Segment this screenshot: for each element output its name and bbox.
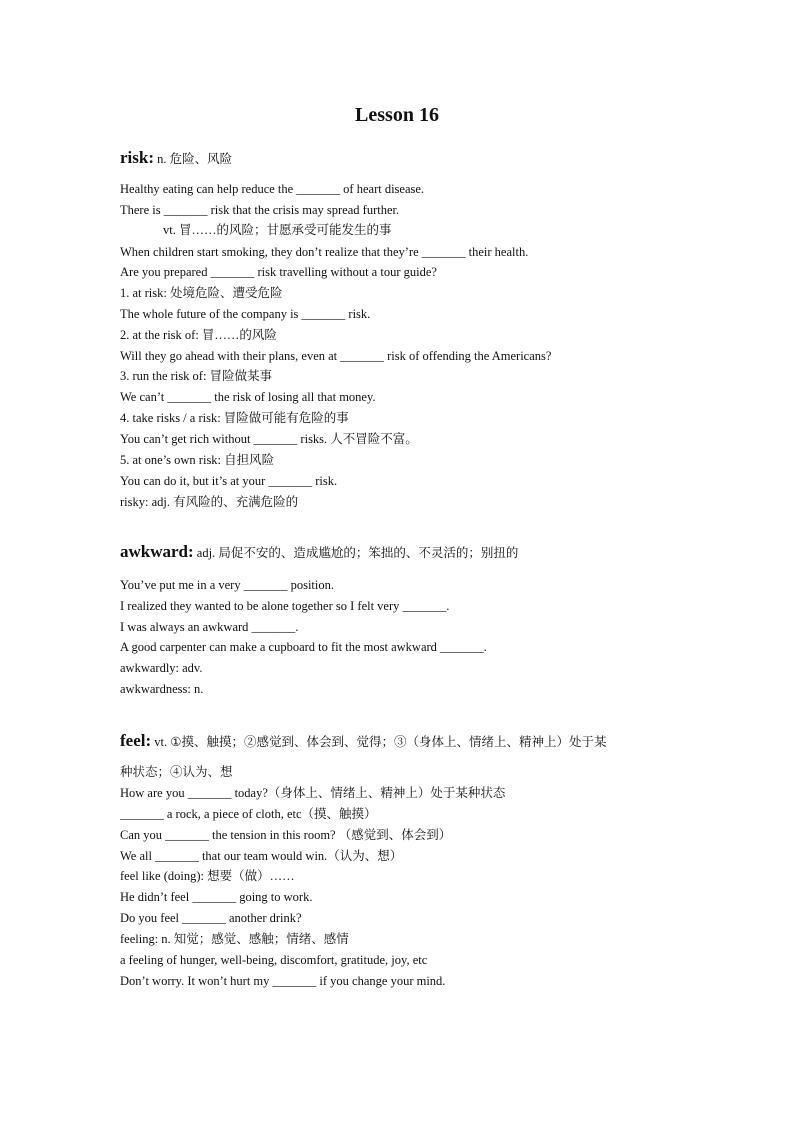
phrase-line: 3. run the risk of: 冒险做某事 [120, 369, 273, 383]
derivative-line: awkwardly: adv. [120, 661, 203, 675]
example-line: We can’t _______ the risk of losing all that money. [120, 390, 376, 404]
phrase-line: 5. at one’s own risk: 自担风险 [120, 453, 275, 467]
headword: awkward: [120, 542, 194, 561]
example-line: I realized they wanted to be alone together so I felt very _______. [120, 599, 450, 613]
example-line: Healthy eating can help reduce the _______ of heart disease. [120, 182, 425, 196]
example-line: A good carpenter can make a cupboard to fit the most awkward _______. [120, 640, 487, 654]
example-line: There is _______ risk that the crisis may spread further. [120, 203, 400, 217]
example-line: The whole future of the company is _______ risk. [120, 307, 371, 321]
entry-heading-awkward [120, 544, 518, 561]
example-line: a feeling of hunger, well-being, discomfort, gratitude, joy, etc [120, 953, 428, 967]
definition-line: vt. 冒……的风险；甘愿承受可能发生的事 [163, 223, 392, 237]
example-line: How are you _______ today?（身体上、情绪上、精神上）处于某种状态 [120, 786, 506, 800]
definition: n. 危险、风险 [157, 152, 233, 166]
phrase-line: 1. at risk: 处境危险、遭受危险 [120, 286, 283, 300]
headword: risk: [120, 148, 154, 167]
derivative-line: feeling: n. 知觉；感觉、感触；情绪、感情 [120, 932, 349, 946]
example-line: Don’t worry. It won’t hurt my _______ if you change your mind. [120, 974, 446, 988]
entry-heading-risk [120, 150, 232, 167]
derivative-line: risky: adj. 有风险的、充满危险的 [120, 495, 299, 509]
definition: vt. ①摸、触摸；②感觉到、体会到、觉得；③（身体上、情绪上、精神上）处于某 [154, 735, 607, 749]
phrase-line: 2. at the risk of: 冒……的风险 [120, 328, 277, 342]
example-line: You can do it, but it’s at your _______ risk. [120, 474, 338, 488]
example-line: Can you _______ the tension in this room? （感觉到、体会到） [120, 828, 452, 842]
example-line: Do you feel _______ another drink? [120, 911, 302, 925]
derivative-line: awkwardness: n. [120, 682, 204, 696]
page-title: Lesson 16 [355, 104, 439, 126]
headword: feel: [120, 731, 152, 750]
example-line: Are you prepared _______ risk travelling without a tour guide? [120, 265, 437, 279]
example-line: Will they go ahead with their plans, even at _______ risk of offending the Americans? [120, 349, 552, 363]
example-line: We all _______ that our team would win.（认为、想） [120, 849, 403, 863]
entry-heading-feel [120, 733, 606, 750]
example-line: You’ve put me in a very _______ position. [120, 578, 334, 592]
example-line: He didn’t feel _______ going to work. [120, 890, 313, 904]
example-line: I was always an awkward _______. [120, 620, 299, 634]
example-line: When children start smoking, they don’t realize that they’re _______ their health. [120, 245, 529, 259]
definition: adj. 局促不安的、造成尴尬的；笨拙的、不灵活的；别扭的 [196, 546, 519, 560]
phrase-line: feel like (doing): 想要（做）…… [120, 869, 295, 883]
phrase-line: 4. take risks / a risk: 冒险做可能有危险的事 [120, 411, 349, 425]
example-line: You can’t get rich without _______ risks. 人不冒险不富。 [120, 432, 418, 446]
definition-line: 种状态；④认为、想 [120, 765, 233, 779]
example-line: _______ a rock, a piece of cloth, etc（摸、触摸） [120, 807, 377, 821]
